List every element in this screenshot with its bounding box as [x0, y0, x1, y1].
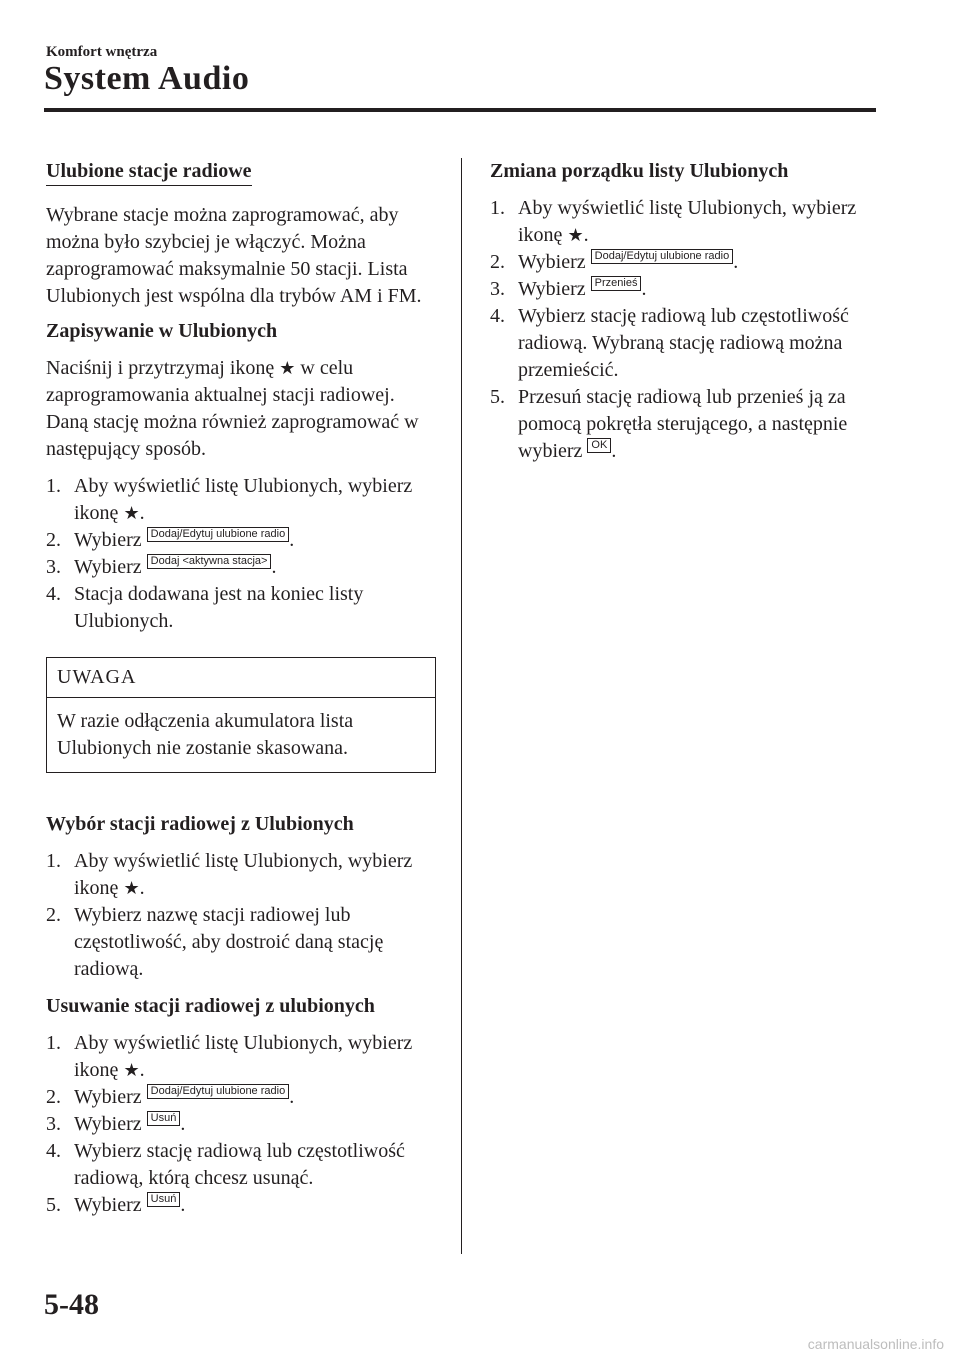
- section-heading: Ulubione stacje radiowe: [46, 160, 252, 186]
- step-number: 3.: [46, 1113, 61, 1135]
- step-number: 2.: [46, 1086, 61, 1108]
- step-end: .: [733, 251, 739, 273]
- step-number: 2.: [46, 904, 61, 926]
- note-title: UWAGA: [47, 658, 435, 698]
- step-text: Przesuń stację radiową lub przenieś ją za pomocą pokrętła sterującego, a następnie wybierz: [518, 386, 848, 462]
- list-item: [46, 1111, 436, 1138]
- remove-heading: Usuwanie stacji radiowej z ulubionych: [46, 995, 375, 1017]
- list-item: [46, 848, 436, 902]
- right-column: [490, 160, 880, 477]
- step-text: Stacja dodawana jest na koniec listy Ulubionych.: [74, 583, 364, 632]
- save-steps: [46, 473, 436, 635]
- step-number: 4.: [46, 583, 61, 605]
- select-heading: Wybór stacji radiowej z Ulubionych: [46, 813, 354, 835]
- step-end: .: [289, 529, 295, 551]
- watermark: carmanualsonline.info: [807, 1336, 944, 1352]
- step-number: 1.: [46, 1032, 61, 1054]
- list-item: [46, 581, 436, 635]
- step-end: .: [139, 502, 145, 524]
- step-number: 2.: [46, 529, 61, 551]
- step-text: Wybierz stację radiową lub częstotliwość radiową, którą chcesz usunąć.: [74, 1140, 405, 1189]
- list-item: [46, 473, 436, 527]
- step-end: .: [583, 224, 589, 246]
- step-end: .: [180, 1113, 186, 1135]
- step-number: 1.: [46, 850, 61, 872]
- add-edit-favorites-button[interactable]: Dodaj/Edytuj ulubione radio: [147, 1084, 290, 1099]
- left-column: [46, 160, 436, 1231]
- step-end: .: [139, 877, 145, 899]
- step-number: 2.: [490, 251, 505, 273]
- step-text: Wybierz: [74, 1086, 142, 1108]
- add-edit-favorites-button[interactable]: Dodaj/Edytuj ulubione radio: [591, 249, 734, 264]
- step-text: Wybierz: [74, 529, 142, 551]
- list-item: [490, 384, 880, 465]
- save-text-before: Naciśnij i przytrzymaj ikonę: [46, 357, 275, 379]
- note-body: W razie odłączenia akumulatora lista Ulubionych nie zostanie skasowana.: [57, 710, 354, 759]
- header-rule: [44, 108, 876, 112]
- save-heading: Zapisywanie w Ulubionych: [46, 320, 278, 342]
- list-item: [490, 249, 880, 276]
- step-end: .: [611, 440, 617, 462]
- intro-paragraph: Wybrane stacje można zaprogramować, aby można było szybciej je włączyć. Można zaprogramować maksymalnie 50 stacji. Lista Ulubionych jest wspólna dla trybów AM i FM.: [46, 204, 422, 307]
- step-number: 3.: [490, 278, 505, 300]
- list-item: [46, 527, 436, 554]
- step-number: 3.: [46, 556, 61, 578]
- delete-button[interactable]: Usuń: [147, 1111, 181, 1126]
- remove-steps: [46, 1030, 436, 1219]
- delete-button[interactable]: Usuń: [147, 1192, 181, 1207]
- list-item: [46, 1192, 436, 1219]
- add-active-station-button[interactable]: Dodaj <aktywna stacja>: [147, 554, 272, 569]
- step-end: .: [139, 1059, 145, 1081]
- list-item: [46, 1138, 436, 1192]
- reorder-steps: [490, 195, 880, 465]
- step-text: Aby wyświetlić listę Ulubionych, wybierz ikonę: [518, 197, 857, 246]
- step-end: .: [289, 1086, 295, 1108]
- step-number: 1.: [490, 197, 505, 219]
- step-number: 4.: [46, 1140, 61, 1162]
- section-label: Komfort wnętrza: [46, 44, 158, 60]
- star-icon: ★: [123, 878, 140, 899]
- step-number: 4.: [490, 305, 505, 327]
- star-icon: ★: [123, 503, 140, 524]
- list-item: [46, 1030, 436, 1084]
- star-icon: ★: [567, 225, 584, 246]
- step-text: Aby wyświetlić listę Ulubionych, wybierz ikonę: [74, 475, 413, 524]
- star-icon: ★: [279, 358, 296, 379]
- page-number: 5-48: [44, 1288, 99, 1321]
- step-end: .: [641, 278, 647, 300]
- step-text: Wybierz nazwę stacji radiowej lub częstotliwość, aby dostroić daną stację radiową.: [74, 904, 384, 980]
- save-paragraph: [46, 355, 436, 463]
- step-number: 5.: [46, 1194, 61, 1216]
- step-text: Wybierz: [74, 556, 142, 578]
- step-text: Wybierz: [518, 278, 586, 300]
- step-text: Aby wyświetlić listę Ulubionych, wybierz ikonę: [74, 1032, 413, 1081]
- list-item: [490, 195, 880, 249]
- page-title: System Audio: [44, 60, 250, 97]
- column-divider: [461, 158, 462, 1254]
- note-box: [46, 657, 436, 773]
- step-text: Wybierz stację radiową lub częstotliwość radiową. Wybraną stację radiową można przemieścić.: [518, 305, 849, 381]
- list-item: [46, 1084, 436, 1111]
- step-number: 1.: [46, 475, 61, 497]
- list-item: [46, 554, 436, 581]
- list-item: [46, 902, 436, 983]
- list-item: [490, 276, 880, 303]
- step-end: .: [180, 1194, 186, 1216]
- reorder-heading: Zmiana porządku listy Ulubionych: [490, 160, 789, 182]
- list-item: [490, 303, 880, 384]
- step-number: 5.: [490, 386, 505, 408]
- step-text: Wybierz: [74, 1194, 142, 1216]
- ok-button[interactable]: OK: [587, 438, 611, 453]
- save-text-after: w celu zaprogramowania aktualnej stacji radiowej. Daną stację można również zaprogramować w następujący sposób.: [46, 357, 419, 460]
- star-icon: ★: [123, 1060, 140, 1081]
- step-end: .: [271, 556, 277, 578]
- step-text: Wybierz: [74, 1113, 142, 1135]
- select-steps: [46, 848, 436, 983]
- add-edit-favorites-button[interactable]: Dodaj/Edytuj ulubione radio: [147, 527, 290, 542]
- step-text: Wybierz: [518, 251, 586, 273]
- move-button[interactable]: Przenieś: [591, 276, 642, 291]
- step-text: Aby wyświetlić listę Ulubionych, wybierz ikonę: [74, 850, 413, 899]
